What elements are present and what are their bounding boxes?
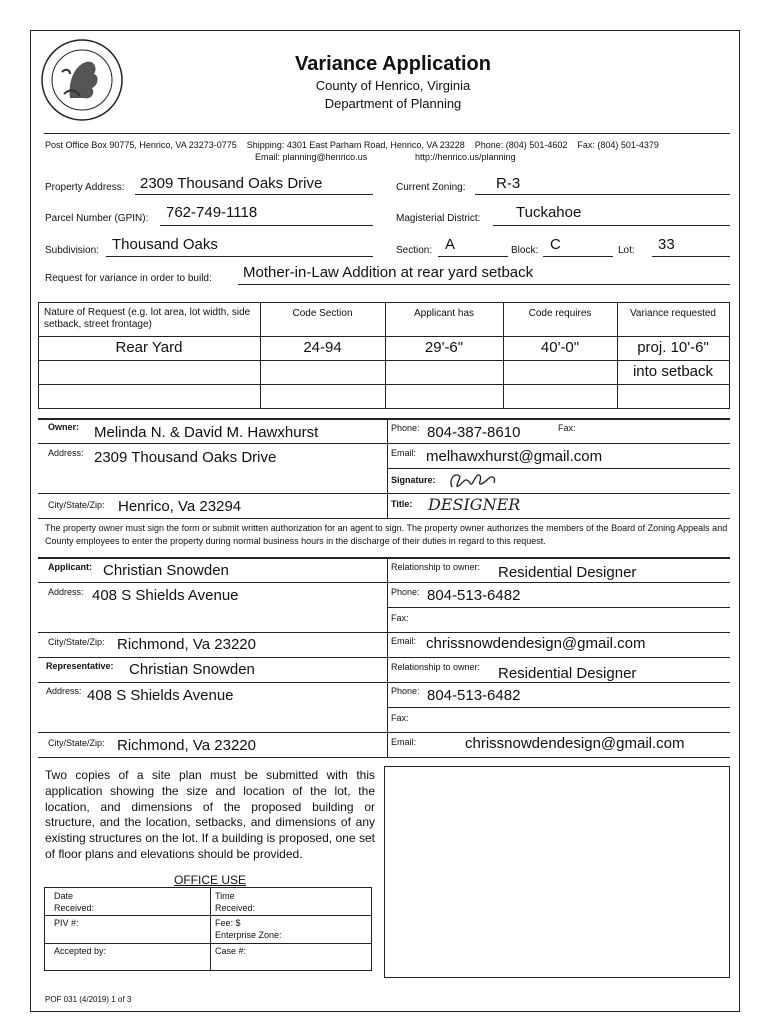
parcel-value[interactable]: 762-749-1118 bbox=[166, 204, 258, 221]
owner-email-label: Email: bbox=[391, 448, 417, 458]
rep-address-value[interactable]: 408 S Shields Avenue bbox=[87, 687, 234, 704]
site-plan-box[interactable] bbox=[384, 766, 730, 978]
date-received-label: Date Received: bbox=[54, 891, 95, 913]
rep-relationship-label: Relationship to owner: bbox=[391, 662, 481, 672]
owner-address-label: Address: bbox=[48, 448, 84, 458]
rep-email-label: Email: bbox=[391, 737, 417, 747]
parcel-label: Parcel Number (GPIN): bbox=[45, 213, 149, 224]
zoning-value[interactable]: R-3 bbox=[496, 175, 521, 192]
subdivision-label: Subdivision: bbox=[45, 245, 99, 256]
section-label: Section: bbox=[396, 245, 433, 256]
section-value[interactable]: A bbox=[445, 236, 456, 253]
applicant-city-label: City/State/Zip: bbox=[48, 637, 105, 647]
email-line: Email: planning@henrico.us bbox=[255, 152, 368, 162]
owner-city-label: City/State/Zip: bbox=[48, 500, 105, 510]
table-cell[interactable]: into setback bbox=[632, 363, 714, 380]
owner-address-value[interactable]: 2309 Thousand Oaks Drive bbox=[94, 449, 277, 466]
applicant-city-value[interactable]: Richmond, Va 23220 bbox=[117, 636, 256, 653]
applicant-email-label: Email: bbox=[391, 636, 417, 646]
rep-city-label: City/State/Zip: bbox=[48, 738, 105, 748]
owner-label: Owner: bbox=[48, 422, 80, 432]
applicant-email-value[interactable]: chrissnowdendesign@gmail.com bbox=[426, 635, 646, 652]
property-address-label: Property Address: bbox=[45, 182, 125, 193]
rep-address-label: Address: bbox=[46, 686, 82, 696]
owner-phone-value[interactable]: 804-387-8610 bbox=[427, 424, 521, 441]
signature-image[interactable] bbox=[446, 469, 506, 493]
owner-value[interactable]: Melinda N. & David M. Hawxhurst bbox=[94, 424, 319, 441]
district-value[interactable]: Tuckahoe bbox=[516, 204, 582, 221]
signature-label: Signature: bbox=[391, 475, 436, 485]
applicant-label: Applicant: bbox=[48, 562, 92, 572]
rep-city-value[interactable]: Richmond, Va 23220 bbox=[117, 737, 256, 754]
applicant-value[interactable]: Christian Snowden bbox=[103, 562, 229, 579]
block-value[interactable]: C bbox=[550, 236, 561, 253]
fee-label: Fee: $ bbox=[215, 918, 241, 928]
table-cell[interactable]: 29'-6" bbox=[424, 339, 464, 356]
time-received-label: Time Received: bbox=[215, 891, 256, 913]
enterprise-zone-label: Enterprise Zone: bbox=[215, 930, 282, 940]
applicant-phone-label: Phone: bbox=[391, 587, 420, 597]
header-code-section: Code Section bbox=[292, 308, 353, 319]
office-use-title: OFFICE USE bbox=[174, 873, 247, 887]
table-cell[interactable]: 24-94 bbox=[303, 339, 342, 356]
county-name: County of Henrico, Virginia bbox=[315, 78, 471, 93]
rep-phone-value[interactable]: 804-513-6482 bbox=[427, 687, 521, 704]
form-number-footer: POF 031 (4/2019) 1 of 3 bbox=[45, 995, 132, 1004]
district-label: Magisterial District: bbox=[396, 213, 481, 224]
owner-phone-label: Phone: bbox=[391, 423, 420, 433]
table-cell[interactable]: 40'-0" bbox=[540, 339, 580, 356]
owner-fax-label: Fax: bbox=[558, 423, 576, 433]
applicant-relationship-label: Relationship to owner: bbox=[391, 562, 481, 572]
representative-label: Representative: bbox=[46, 661, 114, 671]
form-title: Variance Application bbox=[295, 53, 491, 75]
lot-label: Lot: bbox=[618, 245, 635, 256]
header-rule bbox=[44, 133, 730, 134]
request-value[interactable]: Mother-in-Law Addition at rear yard setback bbox=[243, 264, 534, 281]
request-label: Request for variance in order to build: bbox=[45, 273, 212, 284]
applicant-phone-value[interactable]: 804-513-6482 bbox=[427, 587, 521, 604]
applicant-fax-label: Fax: bbox=[391, 613, 409, 623]
site-plan-instructions: Two copies of a site plan must be submitted with this application showing the size and location of the lot, the location, and dimensions of the proposed building or structure, and the location, setbacks, and dimensions of any existing structures on the lot. If a building is proposed, one set of floor plans and elevations should be provided. bbox=[45, 768, 375, 861]
rep-phone-label: Phone: bbox=[391, 686, 420, 696]
table-cell[interactable]: Rear Yard bbox=[115, 339, 183, 356]
piv-label: PIV #: bbox=[54, 918, 79, 928]
contact-line: Post Office Box 90775, Henrico, VA 23273-0775 Shipping: 4301 East Parham Road, Henrico, VA 23228 Phone: (804) 501-4602 Fax: (804) 501-4379 bbox=[45, 140, 659, 150]
lot-value[interactable]: 33 bbox=[658, 236, 675, 253]
rep-fax-label: Fax: bbox=[391, 713, 409, 723]
owner-email-value[interactable]: melhawxhurst@gmail.com bbox=[426, 448, 603, 465]
applicant-relationship-value[interactable]: Residential Designer bbox=[498, 564, 637, 581]
department-name: Department of Planning bbox=[324, 96, 462, 111]
owner-notice: The property owner must sign the form or submit written authorization for an agent to sign. The property owner authorizes the members of the Board of Zoning Appeals and County employees to enter the property during normal business hours in the discharge of their duties in regard to this request. bbox=[45, 523, 728, 546]
rep-email-value[interactable]: chrissnowdendesign@gmail.com bbox=[465, 735, 685, 752]
owner-city-value[interactable]: Henrico, Va 23294 bbox=[118, 498, 242, 515]
applicant-address-value[interactable]: 408 S Shields Avenue bbox=[92, 587, 239, 604]
owner-title-label: Title: bbox=[391, 499, 413, 509]
zoning-label: Current Zoning: bbox=[396, 182, 466, 193]
header-code-requires: Code requires bbox=[528, 308, 592, 319]
web-line: http://henrico.us/planning bbox=[415, 152, 516, 162]
representative-value[interactable]: Christian Snowden bbox=[129, 661, 255, 678]
block-label: Block: bbox=[511, 245, 539, 256]
owner-title-value[interactable]: DESIGNER bbox=[428, 495, 521, 514]
header-variance-requested: Variance requested bbox=[630, 308, 716, 319]
rep-relationship-value[interactable]: Residential Designer bbox=[498, 665, 637, 682]
case-label: Case #: bbox=[215, 946, 247, 956]
table-cell[interactable]: proj. 10'-6" bbox=[637, 339, 709, 356]
applicant-address-label: Address: bbox=[48, 587, 84, 597]
subdivision-value[interactable]: Thousand Oaks bbox=[112, 236, 218, 253]
property-address-value[interactable]: 2309 Thousand Oaks Drive bbox=[140, 175, 323, 192]
header-applicant-has: Applicant has bbox=[413, 308, 475, 319]
header-nature: Nature of Request (e.g. lot area, lot width, side setback, street frontage) bbox=[44, 307, 251, 330]
accepted-by-label: Accepted by: bbox=[54, 946, 107, 956]
